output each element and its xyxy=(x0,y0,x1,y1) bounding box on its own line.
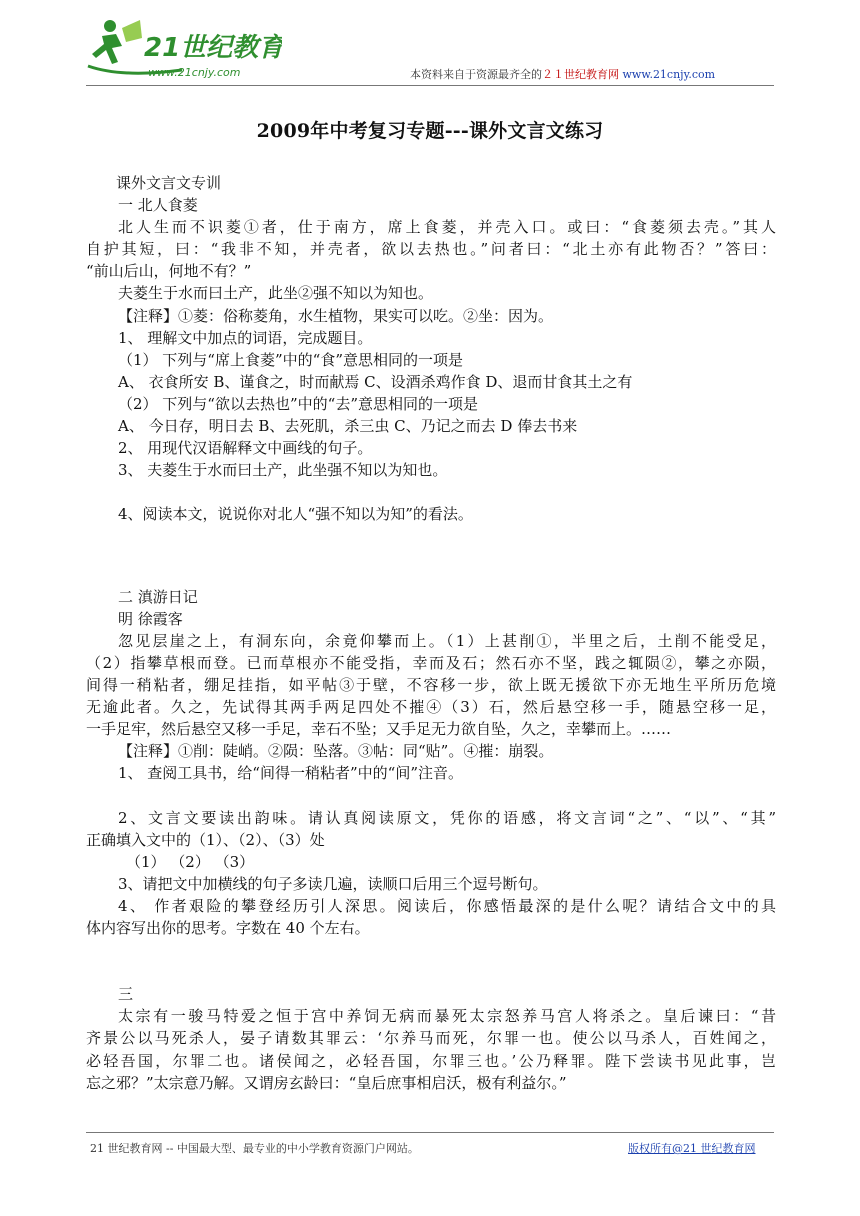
paragraph-line: 一手足牢，然后悬空又移一手足，幸石不坠；又手足无力欲自坠，久之，幸攀而上。…… xyxy=(86,720,672,739)
footer-copyright-link[interactable]: 版权所有@21 世纪教育网 xyxy=(628,1142,756,1155)
paragraph-line: 北人生而不识菱①者，仕于南方，席上食菱，并壳入口。或曰：“食菱须去壳。”其人 xyxy=(118,218,776,237)
logo-url: www.21cnjy.com xyxy=(148,66,241,79)
question-line: 3、请把文中加横线的句子多读几遍，读顺口后用三个逗号断句。 xyxy=(118,874,548,893)
page-header xyxy=(0,0,860,90)
question-line: 1、 查阅工具书，给“间得一稍粘者”中的“间”注音。 xyxy=(118,764,463,783)
document-title: 2009年中考复习专题---课外文言文练习 xyxy=(256,120,604,142)
section-heading: 二 滇游日记 xyxy=(118,587,198,606)
paragraph-line: 夫菱生于水而曰土产，此坐②强不知以为知也。 xyxy=(118,284,434,303)
paragraph-line: （2）指攀草根而登。已而草根亦不能受指，幸而及石；然石亦不坚，践之辄陨②，攀之亦陨， xyxy=(86,653,776,672)
question-line: 2、文言文要读出韵味。请认真阅读原文，凭你的语感，将文言词“之”、“以”、“其” xyxy=(118,808,776,827)
author-line: 明 徐霞客 xyxy=(118,609,183,628)
question-line: 正确填入文中的（1）、（2）、（3）处 xyxy=(86,830,325,849)
header-source-note xyxy=(410,66,715,82)
logo-graphic xyxy=(82,14,282,84)
footer-tagline: 21 世纪教育网 -- 中国最大型、最专业的中小学教育资源门户网站。 xyxy=(90,1142,419,1155)
site-logo[interactable] xyxy=(82,14,282,84)
header-note-prefix: 本资料来自于资源最齐全的 xyxy=(410,68,542,81)
question-line: （1） 下列与“席上食菱”中的“食”意思相同的一项是 xyxy=(118,350,463,369)
option-line: A、 衣食所安 B、谨食之，时而献焉 C、设酒杀鸡作食 D、退而甘食其土之有 xyxy=(118,372,633,391)
section-heading: 三 xyxy=(118,985,134,1004)
annotation-line: 【注释】①菱：俗称菱角，水生植物，果实可以吃。②坐：因为。 xyxy=(118,306,554,325)
paragraph-line: 间得一稍粘者，绷足挂指，如平帖③于壁，不容移一步，欲上既无援欲下亦无地生平所历危境 xyxy=(86,675,776,694)
spacer xyxy=(86,939,776,983)
document-body xyxy=(86,172,776,1094)
page-footer xyxy=(0,1128,860,1168)
answer-blanks: （1） （2） （3） xyxy=(126,852,255,871)
paragraph-line: 必轻吾国，尔罪二也。诸侯闻之，必轻吾国，尔罪三也。’公乃释罪。陛下尝读书见此事，岂 xyxy=(86,1051,776,1070)
header-divider xyxy=(86,85,774,86)
section-heading: 一 北人食菱 xyxy=(118,196,198,215)
footer-divider xyxy=(86,1132,774,1133)
spacer xyxy=(86,526,776,564)
annotation-line: 【注释】①削：陡峭。②陨：坠落。③帖：同“贴”。④摧：崩裂。 xyxy=(118,742,554,761)
question-line: （2） 下列与“欲以去热也”中的“去”意思相同的一项是 xyxy=(118,394,478,413)
question-line: 3、 夫菱生于水而曰土产，此坐强不知以为知也。 xyxy=(118,461,448,480)
paragraph-line: “前山后山，何地不有？” xyxy=(86,262,252,281)
question-line: 1、 理解文中加点的词语，完成题目。 xyxy=(118,328,373,347)
logo-text: 21世纪教育 xyxy=(144,33,282,63)
paragraph-line: 忘之邪？”太宗意乃解。又谓房玄龄曰：“皇后庶事相启沃，极有利益尔。” xyxy=(86,1073,567,1092)
question-line: 4、阅读本文，说说你对北人“强不知以为知”的看法。 xyxy=(118,505,473,524)
option-line: A、 今日存，明日去 B、去死肌，杀三虫 C、乃记之而去 D 俸去书来 xyxy=(118,417,578,436)
spacer xyxy=(86,564,776,586)
header-note-url[interactable]: www.21cnjy.com xyxy=(622,68,716,81)
spacer xyxy=(86,784,776,806)
paragraph-line: 无逾此者。久之，先试得其两手两足四处不摧④（3）石，然后悬空移一手，随悬空移一足， xyxy=(86,698,776,717)
header-note-site[interactable]: ２１世纪教育网 xyxy=(542,68,619,81)
question-line: 体内容写出你的思考。字数在 40 个左右。 xyxy=(86,919,370,937)
question-line: 2、 用现代汉语解释文中画线的句子。 xyxy=(118,439,373,458)
question-line: 4、 作者艰险的攀登经历引人深思。阅读后，你感悟最深的是什么呢？请结合文中的具 xyxy=(118,896,776,915)
paragraph-line: 忽见层崖之上，有洞东向，余竟仰攀而上。（1）上甚削①，半里之后，土削不能受足， xyxy=(118,631,776,650)
paragraph-line: 齐景公以马死杀人，晏子请数其罪云：‘尔养马而死，尔罪一也。使公以马杀人，百姓闻之， xyxy=(86,1029,776,1048)
paragraph-line: 自护其短，曰：“我非不知，并壳者，欲以去热也。”问者曰：“北土亦有此物否？”答曰： xyxy=(86,240,776,259)
paragraph-line: 太宗有一骏马特爱之恒于宫中养饲无病而暴死太宗怒养马宫人将杀之。皇后谏曰：“昔 xyxy=(118,1007,776,1026)
section-intro: 课外文言文专训 xyxy=(116,174,222,192)
spacer xyxy=(86,481,776,503)
